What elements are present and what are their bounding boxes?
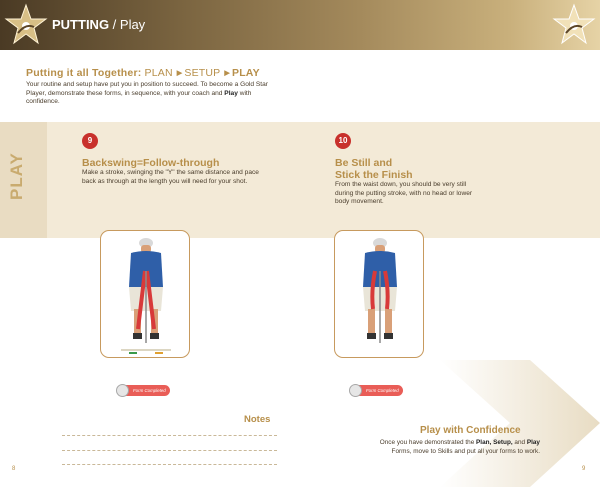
checkbox-circle-icon xyxy=(349,384,362,397)
step-title: Be Still and Stick the Finish xyxy=(335,157,413,181)
page-header xyxy=(0,0,600,50)
step-number-badge: 10 xyxy=(335,133,351,149)
golfer-photo-finish xyxy=(334,230,424,358)
intro-text: Your routine and setup have put you in position to succeed. To become a Gold Star Player, demonstrate these forms, in sequence, with your coach and Play with confidence. xyxy=(26,81,268,105)
step-text: From the waist down, you should be very still during the putting stroke, with no head or lower body movement. xyxy=(335,181,473,205)
form-completed-checkbox[interactable]: Form Completed xyxy=(349,384,409,397)
note-line[interactable] xyxy=(62,435,277,436)
step-text: Make a stroke, swinging the "Y" the same distance and pace back as through at the length you will need for your shot. xyxy=(82,169,259,185)
note-line[interactable] xyxy=(62,464,277,465)
chevron-arrow-graphic xyxy=(340,360,600,487)
intro-section xyxy=(26,67,286,107)
play-with-confidence-text: Once you have demonstrated the Plan, Setup, and Play Forms, move to Skills and put all your forms to work. xyxy=(379,439,540,455)
step-number-badge: 9 xyxy=(82,133,98,149)
form-completed-checkbox[interactable]: Form Completed xyxy=(116,384,176,397)
page-number-right: 9 xyxy=(582,466,586,472)
play-with-confidence-title: Play with Confidence xyxy=(420,425,521,436)
checkbox-circle-icon xyxy=(116,384,129,397)
page-number-left: 8 xyxy=(12,466,16,472)
gold-star-logo-icon xyxy=(552,3,596,47)
note-line[interactable] xyxy=(62,450,277,451)
page-title: PUTTING / Play xyxy=(52,17,146,32)
side-label: PLAY xyxy=(7,152,26,200)
notes-title: Notes xyxy=(244,414,271,425)
gold-star-logo-icon xyxy=(4,3,48,47)
golfer-photo-backswing xyxy=(100,230,190,358)
step-title: Backswing=Follow-through xyxy=(82,157,220,169)
intro-heading: Putting it all Together: PLAN ▶ SETUP ▶ PLAY xyxy=(26,67,260,79)
